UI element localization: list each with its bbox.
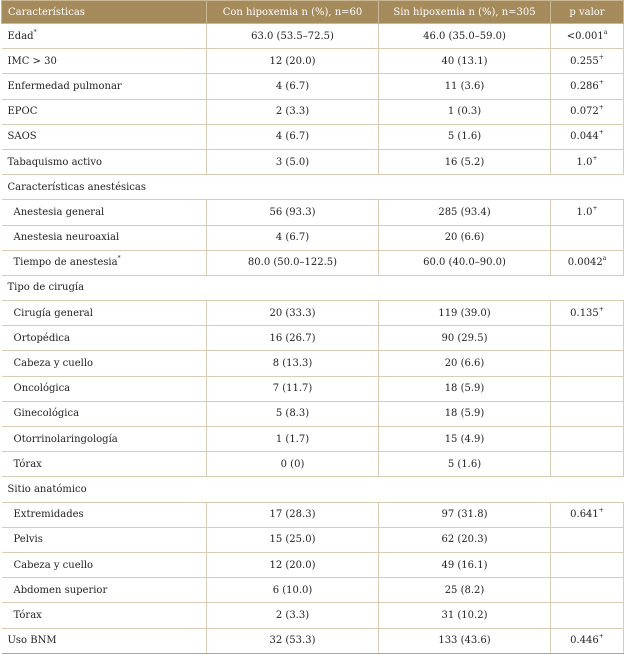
table-row: [2, 24, 624, 49]
p-value-cell: [551, 527, 624, 552]
row-label: Ortopédica: [13, 332, 70, 344]
with-hypoxemia-value: 15 (25.0): [207, 527, 379, 552]
p-value: 1.0: [576, 206, 593, 218]
row-label-cell: [2, 250, 207, 275]
with-hypoxemia-value: 2 (3.3): [207, 603, 379, 628]
without-hypoxemia-value: 40 (13.1): [379, 49, 551, 74]
row-label-cell: [2, 603, 207, 628]
table-row: [2, 149, 624, 174]
with-hypoxemia-value: 1 (1.7): [207, 427, 379, 452]
p-value-cell: [551, 578, 624, 603]
row-label: Uso BNM: [7, 635, 57, 647]
without-hypoxemia-value: 5 (1.6): [379, 124, 551, 149]
without-hypoxemia-value: 90 (29.5): [379, 326, 551, 351]
with-hypoxemia-value: 12 (20.0): [207, 552, 379, 577]
row-label-cell: [2, 149, 207, 174]
without-hypoxemia-value: 31 (10.2): [379, 603, 551, 628]
section-label: Sitio anatómico: [2, 477, 624, 502]
with-hypoxemia-value: 56 (93.3): [207, 200, 379, 225]
p-value: 0.0042: [567, 257, 603, 269]
row-label: EPOC: [7, 106, 38, 118]
p-value-footnote-mark: a: [603, 28, 608, 36]
p-value: 0.641: [570, 509, 599, 521]
p-value-cell: [551, 225, 624, 250]
p-value-footnote-mark: +: [592, 154, 598, 162]
p-value-footnote-mark: +: [598, 129, 604, 137]
without-hypoxemia-value: 285 (93.4): [379, 200, 551, 225]
p-value-cell: [551, 49, 624, 74]
p-value-footnote-mark: a: [602, 255, 607, 263]
with-hypoxemia-value: 4 (6.7): [207, 124, 379, 149]
header-with-hypoxemia: Con hipoxemia n (%), n=60: [207, 1, 379, 24]
row-label-cell: [2, 452, 207, 477]
with-hypoxemia-value: 6 (10.0): [207, 578, 379, 603]
with-hypoxemia-value: 4 (6.7): [207, 225, 379, 250]
row-label: Anestesia neuroaxial: [13, 232, 120, 244]
table-row: [2, 502, 624, 527]
row-label-cell: [2, 427, 207, 452]
with-hypoxemia-value: 20 (33.3): [207, 301, 379, 326]
table-row: [2, 200, 624, 225]
row-label: Tabaquismo activo: [7, 156, 103, 168]
row-label-cell: [2, 225, 207, 250]
with-hypoxemia-value: 5 (8.3): [207, 401, 379, 426]
table-row: [2, 578, 624, 603]
p-value: 0.286: [570, 80, 599, 92]
without-hypoxemia-value: 25 (8.2): [379, 578, 551, 603]
without-hypoxemia-value: 1 (0.3): [379, 99, 551, 124]
without-hypoxemia-value: 20 (6.6): [379, 225, 551, 250]
row-label: SAOS: [7, 131, 37, 143]
table-row: [2, 74, 624, 99]
row-label-cell: [2, 628, 207, 653]
table-row: [2, 376, 624, 401]
p-value-cell: [551, 351, 624, 376]
p-value: 0.255: [570, 55, 599, 67]
with-hypoxemia-value: 63.0 (53.5–72.5): [207, 24, 379, 49]
table-body: [2, 24, 624, 654]
row-label-cell: [2, 24, 207, 49]
row-label-cell: [2, 376, 207, 401]
row-label-cell: [2, 552, 207, 577]
without-hypoxemia-value: 60.0 (40.0–90.0): [379, 250, 551, 275]
with-hypoxemia-value: 7 (11.7): [207, 376, 379, 401]
with-hypoxemia-value: 17 (28.3): [207, 502, 379, 527]
row-label-cell: [2, 49, 207, 74]
row-label-cell: [2, 351, 207, 376]
p-value-cell: [551, 326, 624, 351]
with-hypoxemia-value: 16 (26.7): [207, 326, 379, 351]
without-hypoxemia-value: 46.0 (35.0–59.0): [379, 24, 551, 49]
section-label: Características anestésicas: [2, 175, 624, 200]
p-value-cell: [551, 401, 624, 426]
p-value-cell: [551, 452, 624, 477]
row-label-cell: [2, 578, 207, 603]
without-hypoxemia-value: 15 (4.9): [379, 427, 551, 452]
p-value-footnote-mark: +: [598, 53, 604, 61]
p-value-footnote-mark: +: [598, 305, 604, 313]
p-value-cell: [551, 74, 624, 99]
row-label: Cabeza y cuello: [13, 559, 94, 571]
without-hypoxemia-value: 11 (3.6): [379, 74, 551, 99]
table-row: [2, 225, 624, 250]
table-row: [2, 326, 624, 351]
without-hypoxemia-value: 97 (31.8): [379, 502, 551, 527]
row-label-cell: [2, 326, 207, 351]
without-hypoxemia-value: 133 (43.6): [379, 628, 551, 653]
row-label-cell: [2, 99, 207, 124]
p-value-cell: [551, 99, 624, 124]
table-row: [2, 250, 624, 275]
p-value-footnote-mark: +: [598, 78, 604, 86]
row-label-cell: [2, 401, 207, 426]
table-row: [2, 401, 624, 426]
p-value: 0.135: [570, 307, 599, 319]
p-value-cell: [551, 200, 624, 225]
row-label: Oncológica: [13, 383, 71, 395]
row-label: Cabeza y cuello: [13, 358, 94, 370]
with-hypoxemia-value: 12 (20.0): [207, 49, 379, 74]
p-value-cell: [551, 502, 624, 527]
p-value-cell: [551, 628, 624, 653]
with-hypoxemia-value: 3 (5.0): [207, 149, 379, 174]
p-value-cell: [551, 149, 624, 174]
without-hypoxemia-value: 62 (20.3): [379, 527, 551, 552]
section-row: [2, 175, 624, 200]
without-hypoxemia-value: 5 (1.6): [379, 452, 551, 477]
row-label: Edad: [7, 30, 34, 42]
label-footnote-mark: *: [33, 28, 37, 36]
label-footnote-mark: *: [117, 255, 121, 263]
row-label: Cirugía general: [13, 307, 93, 319]
p-value: <0.001: [566, 30, 604, 42]
with-hypoxemia-value: 4 (6.7): [207, 74, 379, 99]
with-hypoxemia-value: 2 (3.3): [207, 99, 379, 124]
table-row: [2, 49, 624, 74]
without-hypoxemia-value: 119 (39.0): [379, 301, 551, 326]
table-row: [2, 351, 624, 376]
p-value: 0.446: [570, 635, 599, 647]
table-row: [2, 124, 624, 149]
header-row: [2, 1, 624, 24]
row-label: Tiempo de anestesia: [13, 257, 118, 269]
header-without-hypoxemia: Sin hipoxemia n (%), n=305: [379, 1, 551, 24]
p-value-cell: [551, 124, 624, 149]
row-label: Anestesia general: [13, 206, 105, 218]
p-value-footnote-mark: +: [598, 633, 604, 641]
row-label-cell: [2, 74, 207, 99]
p-value-cell: [551, 250, 624, 275]
row-label: Abdomen superior: [13, 584, 108, 596]
with-hypoxemia-value: 80.0 (50.0–122.5): [207, 250, 379, 275]
header-characteristics: Características: [2, 1, 207, 24]
with-hypoxemia-value: 32 (53.3): [207, 628, 379, 653]
header-p-value: p valor: [551, 1, 624, 24]
row-label: IMC > 30: [7, 55, 57, 67]
row-label: Otorrinolaringología: [13, 433, 118, 445]
table-row: [2, 552, 624, 577]
p-value-cell: [551, 552, 624, 577]
p-value-footnote-mark: +: [598, 104, 604, 112]
row-label: Tórax: [13, 458, 42, 470]
row-label: Enfermedad pulmonar: [7, 80, 122, 92]
p-value: 0.044: [570, 131, 599, 143]
p-value: 1.0: [576, 156, 593, 168]
row-label: Tórax: [13, 609, 42, 621]
row-label: Extremidades: [13, 509, 84, 521]
table-row: [2, 452, 624, 477]
results-table: [1, 0, 624, 654]
without-hypoxemia-value: 49 (16.1): [379, 552, 551, 577]
table-row: [2, 301, 624, 326]
row-label-cell: [2, 527, 207, 552]
p-value-cell: [551, 301, 624, 326]
row-label-cell: [2, 502, 207, 527]
table-row: [2, 628, 624, 653]
table-row: [2, 427, 624, 452]
table-row: [2, 603, 624, 628]
p-value-footnote-mark: +: [592, 204, 598, 212]
p-value-cell: [551, 603, 624, 628]
without-hypoxemia-value: 18 (5.9): [379, 401, 551, 426]
without-hypoxemia-value: 20 (6.6): [379, 351, 551, 376]
p-value-cell: [551, 427, 624, 452]
row-label: Pelvis: [13, 534, 43, 546]
table-row: [2, 527, 624, 552]
section-row: [2, 275, 624, 300]
row-label-cell: [2, 124, 207, 149]
with-hypoxemia-value: 0 (0): [207, 452, 379, 477]
row-label-cell: [2, 301, 207, 326]
p-value-cell: [551, 376, 624, 401]
p-value-cell: [551, 24, 624, 49]
without-hypoxemia-value: 18 (5.9): [379, 376, 551, 401]
without-hypoxemia-value: 16 (5.2): [379, 149, 551, 174]
p-value: 0.072: [570, 106, 599, 118]
section-label: Tipo de cirugía: [2, 275, 624, 300]
table-row: [2, 99, 624, 124]
row-label: Ginecológica: [13, 408, 80, 420]
section-row: [2, 477, 624, 502]
p-value-footnote-mark: +: [598, 507, 604, 515]
with-hypoxemia-value: 8 (13.3): [207, 351, 379, 376]
row-label-cell: [2, 200, 207, 225]
